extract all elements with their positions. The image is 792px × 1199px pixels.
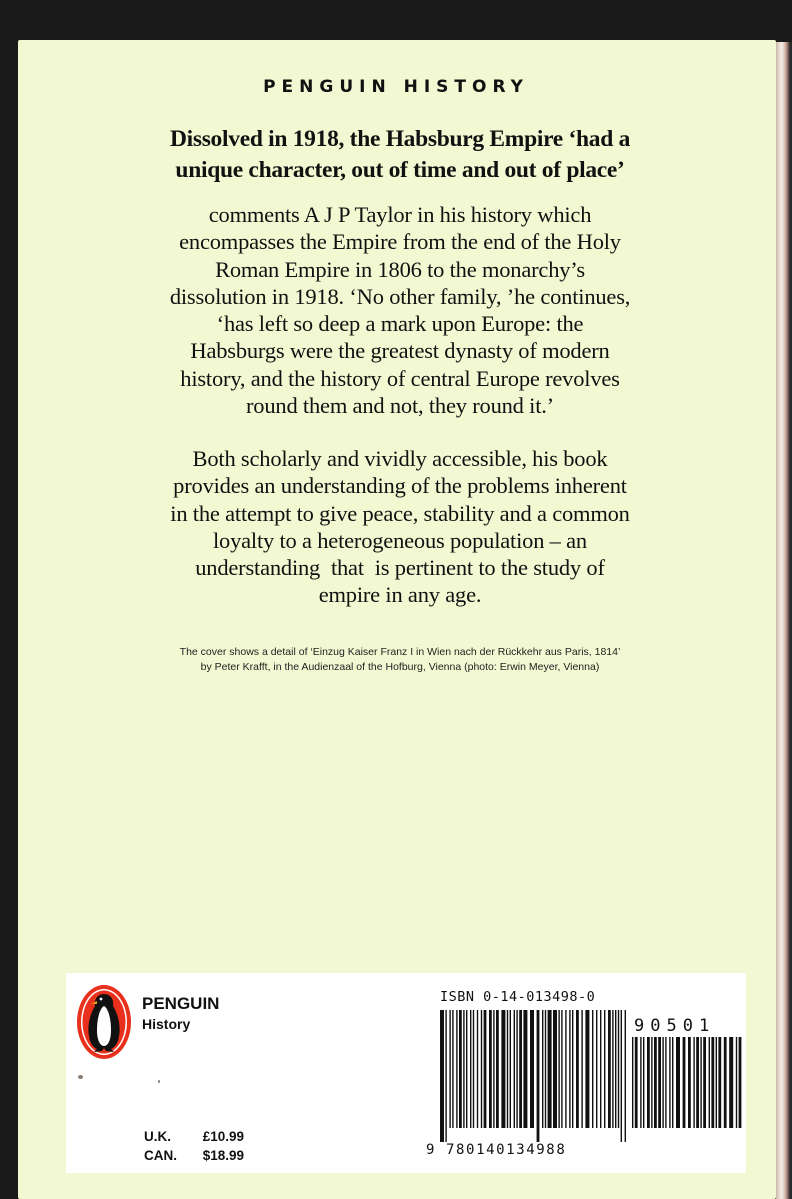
barcode-bar: [581, 1010, 582, 1128]
publisher-imprint: History: [142, 1016, 191, 1032]
barcode-bar: [615, 1010, 616, 1128]
barcode-bar: [481, 1010, 482, 1128]
barcode-bar: [576, 1010, 579, 1128]
price-region: U.K.: [144, 1129, 171, 1144]
barcode-bar: [709, 1037, 710, 1128]
isbn-number: ISBN 0-14-013498-0: [440, 989, 596, 1005]
barcode-bar: [516, 1010, 517, 1128]
blurb-line: comments A J P Taylor in his history which: [208, 202, 592, 227]
barcode-bar: [669, 1037, 670, 1128]
barcode-bar: [565, 1010, 566, 1128]
barcode-bar: [729, 1037, 733, 1128]
series-title: PENGUIN HISTORY: [263, 77, 529, 97]
barcode-bar: [604, 1010, 605, 1128]
barcode-bar: [608, 1010, 611, 1128]
barcode-bar: [510, 1010, 511, 1128]
barcode-bar: [711, 1037, 714, 1128]
barcode-bar: [640, 1037, 641, 1128]
barcode-bar: [600, 1010, 601, 1128]
headline-line: unique character, out of time and out of place’: [175, 157, 625, 183]
barcode-bar: [484, 1010, 487, 1128]
price-region: CAN.: [144, 1148, 177, 1163]
blurb-line: history, and the history of central Europe revolves: [180, 365, 620, 391]
barcode-bar: [561, 1010, 562, 1128]
barcode-bar: [739, 1037, 742, 1128]
barcode-bar: [654, 1037, 657, 1128]
barcode-bar: [523, 1010, 527, 1128]
barcode-bar: [647, 1037, 650, 1128]
barcode-first-digit: 9: [426, 1142, 435, 1158]
barcode-digits: 780140134988: [446, 1142, 567, 1158]
barcode-bar: [662, 1037, 663, 1128]
penguin-logo-icon: [76, 984, 132, 1060]
blurb-line: empire in any age.: [318, 582, 482, 608]
barcode-bar: [621, 1010, 622, 1142]
spine-edge: [776, 42, 792, 1199]
barcode-bar: [596, 1010, 597, 1128]
headline-line: Dissolved in 1918, the Habsburg Empire ‘had a: [169, 126, 631, 152]
caption-line: by Peter Krafft, in the Audienzaal of the Hofburg, Vienna (photo: Erwin Meyer, Vienna): [200, 661, 600, 673]
barcode-bar: [501, 1010, 505, 1128]
barcode-bar: [456, 1010, 457, 1128]
barcode-addon-digits: 90501: [634, 1016, 716, 1036]
barcode-bar: [696, 1037, 699, 1128]
barcode-bar: [459, 1010, 462, 1128]
barcode-bar: [693, 1037, 694, 1128]
blurb-paragraph-2: [92, 445, 708, 609]
barcode-bar: [676, 1037, 680, 1128]
barcode-bar: [449, 1010, 450, 1128]
ean-barcode: [440, 1010, 628, 1142]
barcode-bar: [612, 1010, 613, 1128]
price-amounts: [192, 1127, 244, 1165]
barcode-bar: [665, 1037, 666, 1128]
barcode-bar: [496, 1010, 499, 1128]
barcode-bar: [473, 1010, 474, 1128]
blurb-line: in the attempt to give peace, stability and a common: [170, 500, 630, 526]
barcode-bar: [470, 1010, 471, 1128]
barcode-bar: [493, 1010, 494, 1128]
barcode-bar: [736, 1037, 737, 1128]
cover-speck: [158, 1080, 160, 1083]
barcode-bar: [658, 1037, 661, 1128]
barcode-bar: [440, 1010, 444, 1142]
barcode-bar: [592, 1010, 593, 1128]
barcode-bar: [542, 1010, 543, 1128]
barcode-bar: [635, 1037, 638, 1128]
blurb-line: Both scholarly and vividly accessible, his book: [192, 446, 608, 471]
barcode-bar: [477, 1010, 478, 1128]
barcode-bar: [537, 1010, 540, 1142]
barcode-bar: [632, 1037, 633, 1128]
barcode-bar: [618, 1010, 619, 1128]
barcode-bar: [718, 1037, 721, 1128]
barcode-bar: [466, 1010, 467, 1128]
barcode-bar: [530, 1010, 534, 1128]
blurb-line: provides an understanding of the problems inherent: [173, 473, 627, 499]
barcode-bar: [558, 1010, 559, 1128]
barcode-bar: [716, 1037, 717, 1128]
barcode-bar: [519, 1010, 522, 1128]
blurb-line: Habsburgs were the greatest dynasty of modern: [190, 338, 610, 364]
barcode-bar: [572, 1010, 573, 1128]
barcode-bar: [724, 1037, 727, 1128]
barcode-bar: [683, 1037, 686, 1128]
barcode-bar: [553, 1010, 557, 1128]
blurb-line: round them and not, they round it.’: [246, 393, 554, 419]
barcode-bar: [463, 1010, 464, 1128]
price-amount: $18.99: [202, 1148, 244, 1163]
barcode-bar: [452, 1010, 453, 1128]
barcode-bar: [625, 1010, 626, 1142]
barcode-bar: [507, 1010, 508, 1128]
barcode-bar: [585, 1010, 589, 1128]
barcode-bar: [514, 1010, 515, 1128]
blurb-line: understanding that is pertinent to the study of: [195, 555, 605, 581]
barcode-bar: [700, 1037, 701, 1128]
addon-barcode: [632, 1037, 742, 1142]
barcode-bar: [672, 1037, 673, 1128]
price-amount: £10.99: [202, 1129, 244, 1144]
barcode-bar: [651, 1037, 652, 1128]
price-regions: [144, 1127, 177, 1165]
barcode-bar: [643, 1037, 644, 1128]
barcode-bar: [545, 1010, 546, 1128]
publisher-name: PENGUIN: [142, 994, 220, 1013]
blurb-line: dissolution in 1918. ‘No other family, ’he continues,: [169, 283, 631, 309]
barcode-bar: [445, 1010, 446, 1142]
cover-caption: [100, 645, 700, 675]
blurb-line: Roman Empire in 1806 to the monarchy’s: [215, 256, 585, 282]
barcode-bar: [688, 1037, 691, 1128]
caption-line: The cover shows a detail of ‘Einzug Kaiser Franz I in Wien nach der Rückkehr aus Paris, 1814’: [179, 646, 621, 658]
blurb-paragraph-1: [92, 201, 708, 419]
barcode-bar: [489, 1010, 492, 1128]
blurb-line: loyalty to a heterogeneous population – an: [212, 527, 587, 553]
barcode-bar: [703, 1037, 706, 1128]
barcode-bar: [548, 1010, 552, 1128]
blurb-line: encompasses the Empire from the end of the Holy: [179, 229, 621, 255]
blurb-line: ‘has left so deep a mark upon Europe: the: [216, 311, 584, 337]
cover-speck: [78, 1075, 83, 1079]
headline: [120, 124, 680, 186]
barcode-bar: [569, 1010, 570, 1128]
